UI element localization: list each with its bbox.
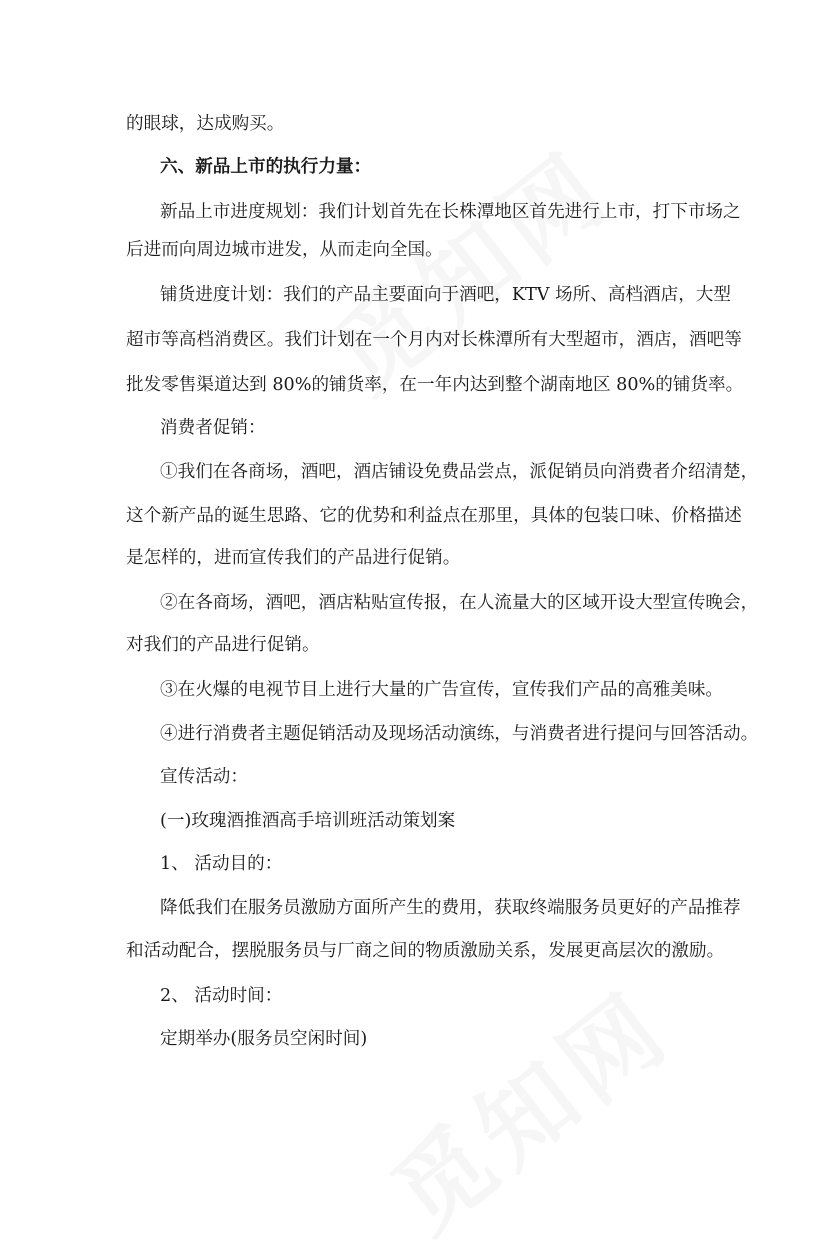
paragraph-line: 后进而向周边城市进发，从而走向全国。 [126,240,443,260]
list-item-1: ①我们在各商场，酒吧，酒店铺设免费品尝点，派促销员向消费者介绍清楚， [160,462,759,482]
text-line-continuation: 的眼球，达成购买。 [126,114,285,134]
list-item-4: ④进行消费者主题促销活动及现场活动演练，与消费者进行提问与回答活动。 [160,724,759,744]
list-item-2: ②在各商场，酒吧，酒店粘贴宣传报，在人流量大的区域开设大型宣传晚会， [160,593,759,613]
paragraph-line: 定期举办(服务员空闲时间) [160,1029,368,1049]
paragraph-line: 降低我们在服务员激励方面所产生的费用，获取终端服务员更好的产品推荐 [160,898,741,918]
subheading-publicity: 宣传活动： [160,767,248,787]
paragraph-line: 这个新产品的诞生思路、它的优势和利益点在那里，具体的包装口味、价格描述 [126,506,742,526]
paragraph-line: 新品上市进度规划：我们计划首先在长株潭地区首先进行上市，打下市场之 [160,202,741,222]
section-heading: 六、新品上市的执行力量： [160,156,372,177]
list-item-3: ③在火爆的电视节目上进行大量的广告宣传，宣传我们产品的高雅美味。 [160,680,724,700]
paragraph-line: 和活动配合，摆脱服务员与厂商之间的物质激励关系，发展更高层次的激励。 [126,941,725,961]
paragraph-line: 对我们的产品进行促销。 [126,635,320,655]
subheading-consumer-promotion: 消费者促销： [160,418,266,438]
paragraph-line: 超市等高档消费区。我们计划在一个月内对长株潭所有大型超市，酒店，酒吧等 [126,330,742,350]
paragraph-line: 铺货进度计划：我们的产品主要面向于酒吧，KTV 场所、高档酒店，大型 [160,285,731,305]
numbered-heading-2: 2、 活动时间： [160,986,283,1006]
numbered-heading-1: 1、 活动目的： [160,854,283,874]
watermark-lower [360,954,695,1258]
subheading-training-plan: (一)玫瑰酒推酒高手培训班活动策划案 [160,811,456,831]
paragraph-line: 是怎样的，进而宣传我们的产品进行促销。 [126,548,461,568]
paragraph-line: 批发零售渠道达到 80%的铺货率，在一年内达到整个湖南地区 80%的铺货率。 [126,375,744,395]
